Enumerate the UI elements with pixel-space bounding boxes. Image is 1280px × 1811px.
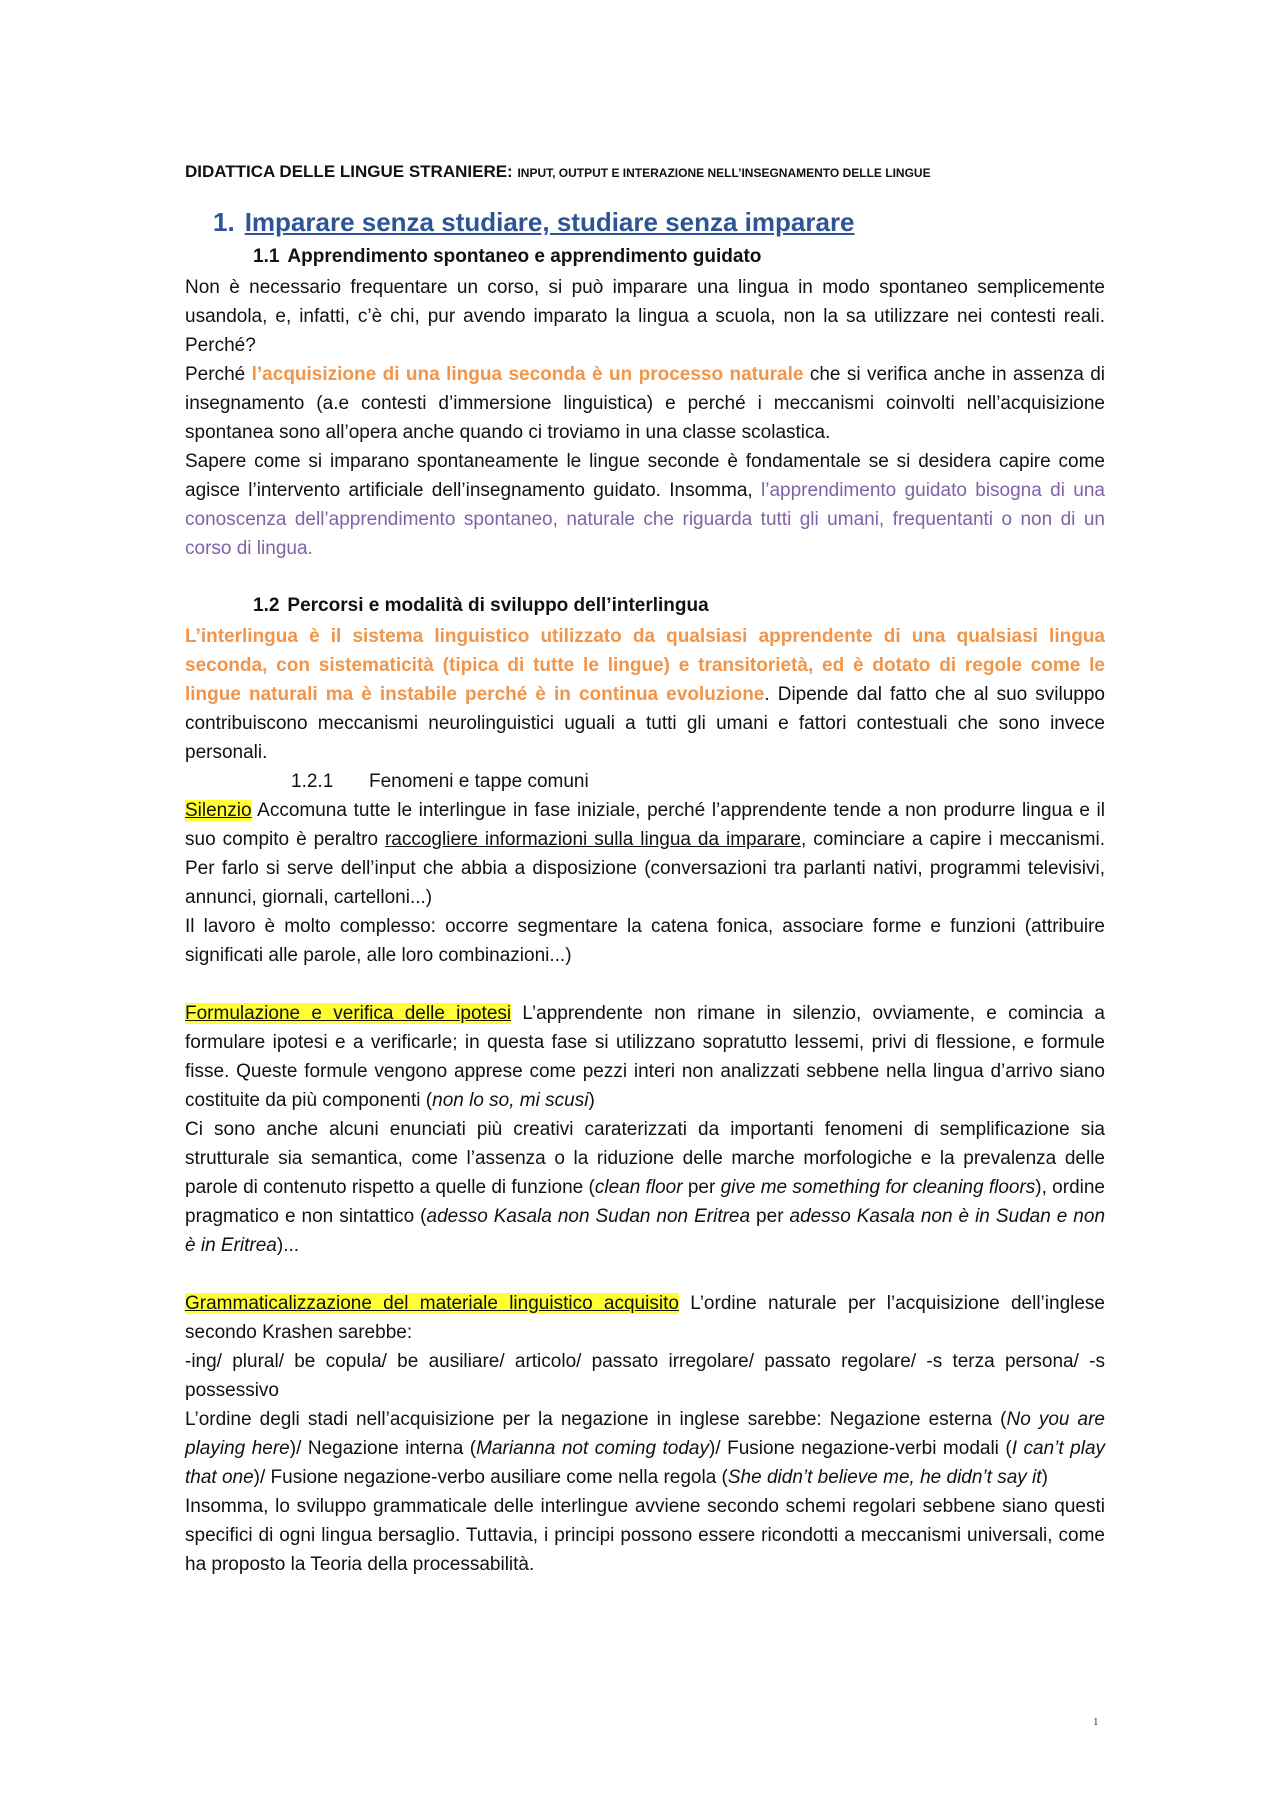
emphasis-purple: l’apprendimento guidato bisogna di una conoscenza dell’apprendimento spontaneo, naturale che riguarda tutti gli umani, frequentanti o non di un corso di lingua. — [185, 480, 1105, 559]
page-number: 1 — [1093, 1716, 1099, 1728]
section-1-2-number: 1.2 — [253, 595, 280, 616]
italic-example: adesso Kasala non Sudan non Eritrea — [426, 1206, 751, 1227]
text-run: . Dipende dal fatto che al suo sviluppo contribuiscono meccanismi neurolinguistici uguali a tutti gli umani e fattori contestuali che sono invece personali. — [185, 684, 1105, 763]
paragraph-insomma: Insomma, lo sviluppo grammaticale delle interlingue avviene secondo schemi regolari sebbene siano questi specifici di ogni lingua bersaglio. Tuttavia, i principi possono essere ricondotti a meccanismi universali, come ha proposto la Teoria della processabilità. — [185, 1496, 1105, 1575]
italic-example: I can’t play that one — [185, 1438, 1106, 1488]
italic-example: give me something for cleaning floors — [720, 1177, 1036, 1198]
text-run: Sapere come si imparano spontaneamente le lingue seconde è fondamentale se si desidera capire come agisce l’intervento artificiale dell’insegnamento guidato. Insomma, — [185, 451, 1105, 501]
text-run: )/ Negazione interna ( — [289, 1438, 477, 1459]
italic-example: Marianna not coming today — [476, 1438, 710, 1459]
section-1-1-heading — [253, 243, 1105, 271]
text-run: per — [750, 1206, 790, 1227]
text-run: , cominciare a capire i meccanismi. Per farlo si serve dell’input che abbia a disposizione (conversazioni tra parlanti nativi, programmi televisivi, annunci, giornali, cartelloni...) — [185, 829, 1105, 908]
text-run: ), ordine pragmatico e non sintattico ( — [185, 1177, 1106, 1227]
text-run: L’ordine degli stadi nell’acquisizione per la negazione in inglese sarebbe: Negazione esterna ( — [185, 1409, 1007, 1430]
section-1-1-title: Apprendimento spontaneo e apprendimento guidato — [287, 246, 762, 267]
section-1-heading — [213, 205, 1105, 239]
paragraph-perche — [185, 360, 1105, 447]
section-1-title: Imparare senza studiare, studiare senza imparare — [244, 207, 855, 237]
text-run: ) — [588, 1090, 595, 1111]
title-subtitle: INPUT, OUTPUT E INTERAZIONE NELL’INSEGNAMENTO DELLE LINGUE — [517, 166, 931, 180]
paragraph-enunciati — [185, 1115, 1105, 1260]
paragraph-spontaneo: Non è necessario frequentare un corso, si può imparare una lingua in modo spontaneo semplicemente usandola, e, infatti, c’è chi, pur avendo imparato la lingua a scuola, non la sa utilizzare nei contesti reali. Perché? — [185, 277, 1105, 356]
spacer — [185, 970, 1105, 999]
text-run: )/ Fusione negazione-verbi modali ( — [709, 1438, 1012, 1459]
section-1-2-1-title: Fenomeni e tappe comuni — [369, 771, 589, 792]
italic-example: non lo so, mi scusi — [432, 1090, 589, 1111]
document-title — [185, 160, 1105, 185]
section-1-2-title: Percorsi e modalità di sviluppo dell’interlingua — [287, 595, 709, 616]
paragraph-ipotesi — [185, 999, 1105, 1115]
emphasis-orange: L’interlingua è il sistema linguistico utilizzato da qualsiasi apprendente di una qualsiasi lingua seconda, con sistematicità (tipica di tutte le lingue) e transitorietà, ed è dotato di regole come le lingue naturali ma è instabile perché è in continua evoluzione — [185, 626, 1105, 705]
paragraph-negazione — [185, 1405, 1105, 1492]
paragraph-grammaticalizzazione — [185, 1289, 1105, 1347]
text-run: ) — [1041, 1467, 1048, 1488]
italic-example: She didn’t believe me, he didn’t say it — [727, 1467, 1042, 1488]
text-run: Perché — [185, 364, 252, 385]
text-run: per — [682, 1177, 721, 1198]
italic-example: No you are playing here — [185, 1409, 1105, 1459]
section-1-number: 1. — [213, 207, 235, 237]
paragraph-order-list: -ing/ plural/ be copula/ be ausiliare/ articolo/ passato irregolare/ passato regolare/ -s terza persona/ -s possessivo — [185, 1351, 1105, 1401]
spacer — [185, 563, 1105, 592]
text-run: che si verifica anche in assenza di insegnamento (a.e contesti d’immersione linguistica) e perché i meccanismi coinvolti nell’acquisizione spontanea sono all’opera anche quando ci troviamo in una classe scolastica. — [185, 364, 1105, 443]
italic-example: adesso Kasala non è in Sudan e non è in Eritrea — [185, 1206, 1106, 1256]
highlight-label: Formulazione e verifica delle ipotesi — [185, 1003, 512, 1024]
italic-example: clean floor — [594, 1177, 683, 1198]
text-run: L’apprendente non rimane in silenzio, ovviamente, e comincia a formulare ipotesi e a verificarle; in questa fase si utilizzano sopratutto lessemi, privi di flessione, e formule fisse. Queste formule vengono apprese come pezzi interi non analizzati sebbene nella lingua d’arrivo siano costituite da più componenti ( — [185, 1003, 1105, 1111]
text-run: )/ Fusione negazione-verbo ausiliare come nella regola ( — [253, 1467, 728, 1488]
section-1-2-1-heading — [291, 767, 1105, 796]
section-1-2-1-number: 1.2.1 — [291, 771, 334, 792]
text-run: Accomuna tutte le interlingue in fase iniziale, perché l’apprendente tende a non produrre lingua e il suo compito è peraltro — [185, 800, 1105, 850]
paragraph-silenzio — [185, 796, 1105, 912]
underlined-text: raccogliere informazioni sulla lingua da imparare — [384, 829, 801, 850]
section-1-2-heading — [253, 592, 1105, 620]
title-main: DIDATTICA DELLE LINGUE STRANIERE: — [185, 162, 513, 181]
highlight-label: Silenzio — [185, 800, 252, 821]
text-run: )... — [276, 1235, 300, 1256]
spacer — [185, 1260, 1105, 1289]
emphasis-orange: l’acquisizione di una lingua seconda è un processo naturale — [251, 364, 804, 385]
paragraph-interlingua — [185, 622, 1105, 767]
paragraph-lavoro: Il lavoro è molto complesso: occorre segmentare la catena fonica, associare forme e funzioni (attribuire significati alle parole, alle loro combinazioni...) — [185, 916, 1105, 966]
highlight-label: Grammaticalizzazione del materiale linguistico acquisito — [185, 1293, 679, 1314]
document-page — [185, 160, 1105, 1579]
paragraph-sapere — [185, 447, 1105, 563]
text-run: Ci sono anche alcuni enunciati più creativi caraterizzati da importanti fenomeni di semplificazione sia strutturale sia semantica, come l’assenza o la riduzione delle marche morfologiche e la prevalenza delle parole di contenuto rispetto a quelle di funzione ( — [185, 1119, 1105, 1198]
section-1-1-number: 1.1 — [253, 246, 280, 267]
text-run: L’ordine naturale per l’acquisizione dell’inglese secondo Krashen sarebbe: — [185, 1293, 1105, 1343]
